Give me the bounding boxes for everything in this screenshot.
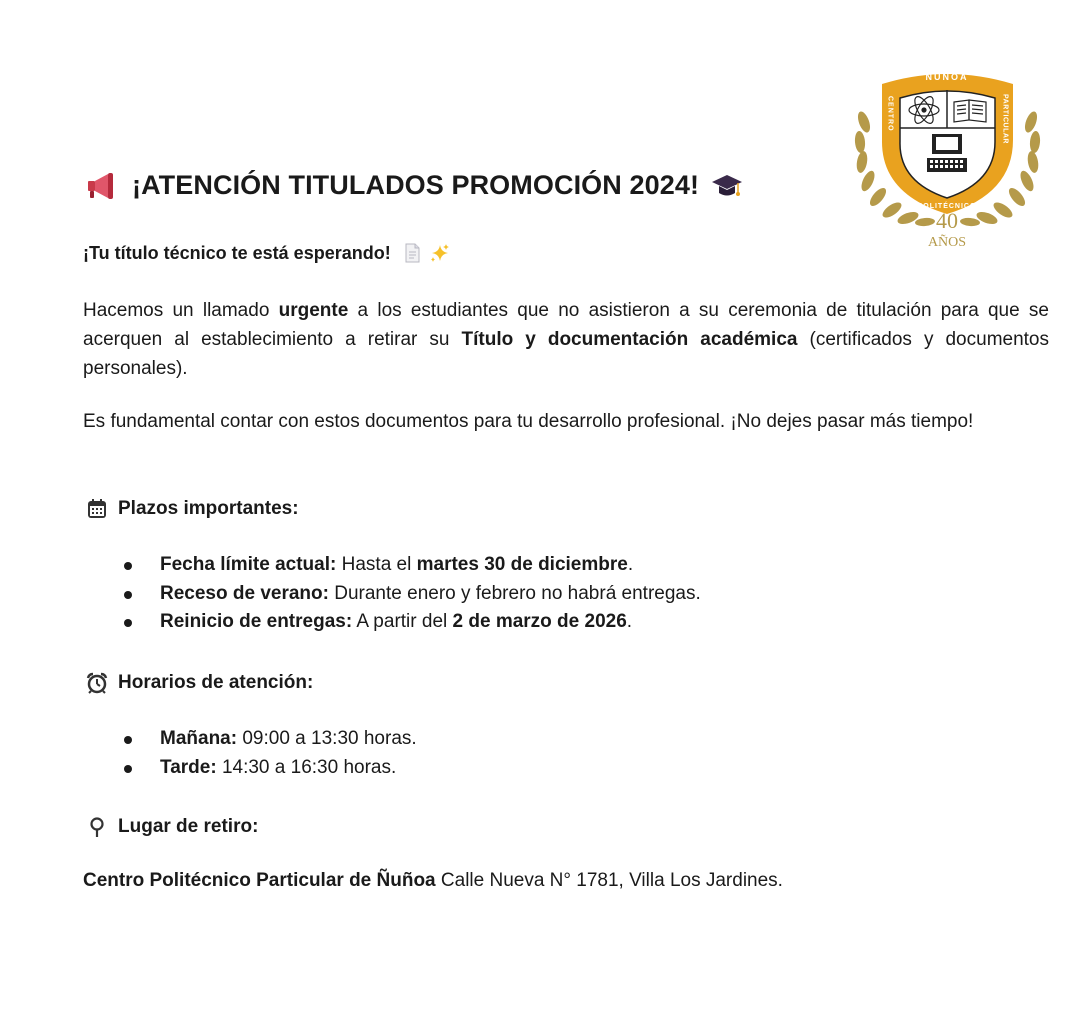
intro-paragraph-1 — [83, 296, 1049, 383]
document-icon — [401, 242, 423, 264]
list-item-strong: 2 de marzo de 2026 — [452, 611, 627, 632]
list-item-text: Durante enero y febrero no habrá entregas. — [328, 582, 701, 604]
list-item-label: Fecha límite actual: — [160, 554, 337, 575]
sparkles-icon — [429, 242, 451, 264]
intro-text: (certificados y documentos personales). — [83, 329, 1050, 379]
list-item-text: Hasta el — [336, 554, 417, 575]
subtitle-text: ¡Tu título técnico te está esperando! — [83, 242, 391, 263]
intro-text: Hacemos un llamado — [83, 300, 279, 321]
intro-text: a los estudiantes que no asistieron a su ceremonia de titulación para que se acerquen al establecimiento a retirar su — [83, 300, 1049, 350]
logo-years-label: AÑOS — [927, 235, 967, 250]
list-item-label: Reinicio de entregas: — [160, 611, 353, 632]
list-item-label: Tarde: — [160, 756, 217, 778]
intro-urgent: urgente — [278, 300, 349, 321]
page-title — [86, 170, 743, 201]
list-item-text: 14:30 a 16:30 horas. — [216, 756, 397, 778]
intro-paragraph-2: Es fundamental contar con estos documentos para tu desarrollo profesional. ¡No dejes pasar más tiempo! — [83, 411, 974, 432]
calendar-icon — [86, 498, 108, 520]
list-item — [120, 551, 701, 580]
list-item-text: A partir del — [352, 611, 453, 632]
plazos-list — [120, 551, 701, 637]
list-item — [120, 754, 417, 783]
horarios-list — [120, 725, 417, 782]
pickup-location — [83, 870, 783, 892]
section-plazos-heading — [86, 498, 299, 520]
pin-icon — [86, 816, 108, 838]
list-item-tail: . — [626, 611, 633, 632]
list-item-tail: . — [627, 554, 634, 575]
logo-arc-bottom: POLITÉCNICO — [917, 203, 977, 210]
list-item — [120, 725, 417, 754]
logo-arc-left: CENTRO — [886, 96, 894, 132]
intro-document-title: Título y documentación académica — [461, 329, 798, 350]
computer-icon — [927, 134, 967, 172]
section-lugar-heading — [86, 816, 258, 838]
section-horarios-title: Horarios de atención: — [118, 672, 314, 693]
list-item — [120, 580, 701, 609]
logo-arc-top: ÑUÑOA — [925, 72, 969, 82]
section-horarios-heading — [86, 672, 313, 694]
logo-years-number: 40 — [936, 208, 958, 233]
list-item-label: Mañana: — [160, 728, 238, 749]
list-item — [120, 608, 701, 637]
logo-arc-right: PARTICULAR — [1001, 94, 1009, 144]
pickup-location-name: Centro Politécnico Particular de Ñuñoa — [83, 870, 436, 891]
subtitle — [83, 242, 451, 264]
alarm-clock-icon — [86, 672, 108, 694]
megaphone-icon — [86, 171, 120, 201]
list-item-text: 09:00 a 13:30 horas. — [237, 728, 417, 749]
graduation-cap-icon — [711, 172, 743, 200]
list-item-strong: martes 30 de diciembre — [416, 554, 628, 575]
section-lugar-title: Lugar de retiro: — [118, 816, 259, 837]
school-logo — [850, 62, 1045, 254]
title-text: ¡ATENCIÓN TITULADOS PROMOCIÓN 2024! — [132, 170, 700, 200]
list-item-label: Receso de verano: — [160, 582, 329, 604]
pickup-location-address: Calle Nueva N° 1781, Villa Los Jardines. — [435, 870, 783, 891]
section-plazos-title: Plazos importantes: — [118, 498, 299, 519]
